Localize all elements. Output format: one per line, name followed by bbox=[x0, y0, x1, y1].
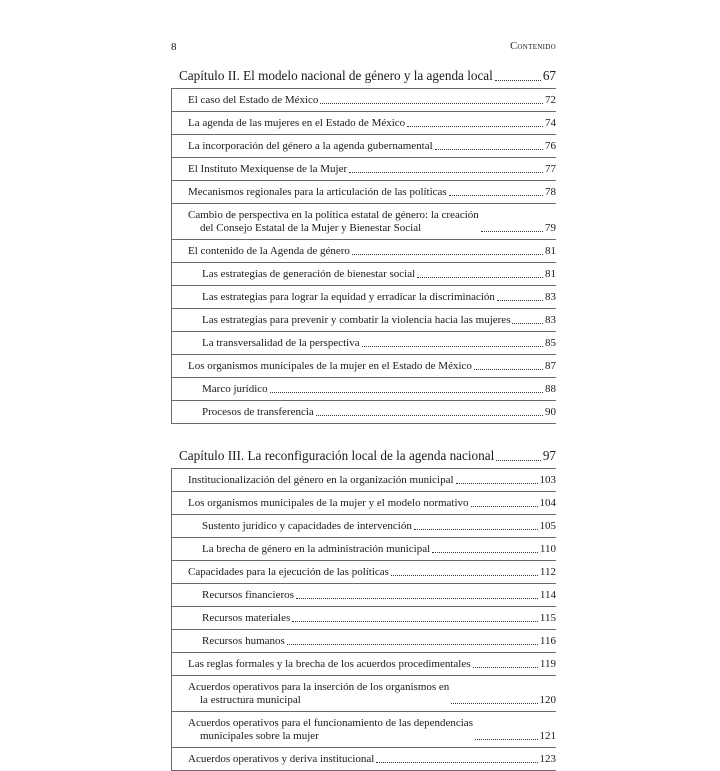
entry-page: 81 bbox=[545, 268, 556, 280]
toc-entry[interactable] bbox=[172, 607, 556, 630]
toc-entries bbox=[171, 89, 556, 424]
dot-leader bbox=[292, 621, 538, 622]
entry-title: Los organismos municipales de la mujer y el modelo normativo bbox=[188, 497, 469, 509]
entry-page: 120 bbox=[539, 694, 556, 706]
dot-leader bbox=[474, 369, 543, 370]
dot-leader bbox=[435, 149, 543, 150]
entry-title: Las estrategias para prevenir y combatir la violencia hacia las mujeres bbox=[202, 314, 511, 326]
running-head: Contenido bbox=[510, 41, 556, 52]
dot-leader bbox=[391, 575, 538, 576]
dot-leader bbox=[349, 172, 543, 173]
dot-leader bbox=[456, 483, 538, 484]
toc-entry[interactable] bbox=[172, 181, 556, 204]
entry-title: La agenda de las mujeres en el Estado de México bbox=[188, 117, 406, 129]
entry-title: Recursos humanos bbox=[202, 635, 285, 647]
toc-entry[interactable] bbox=[172, 378, 556, 401]
entry-page: 81 bbox=[545, 245, 556, 257]
toc-entry[interactable] bbox=[172, 112, 556, 135]
toc-entry[interactable] bbox=[172, 309, 556, 332]
entry-page: 105 bbox=[539, 520, 556, 532]
entry-title: Capacidades para la ejecución de las políticas bbox=[188, 566, 389, 578]
toc-entry[interactable] bbox=[172, 89, 556, 112]
toc-entry[interactable] bbox=[172, 469, 556, 492]
toc-entry[interactable] bbox=[172, 492, 556, 515]
entry-page: 116 bbox=[539, 635, 556, 647]
toc-chapter[interactable] bbox=[171, 64, 556, 89]
entry-page: 76 bbox=[545, 140, 556, 152]
entry-title: El contenido de la Agenda de género bbox=[188, 245, 350, 257]
dot-leader bbox=[475, 739, 538, 740]
entry-title-line1: Acuerdos operativos para la inserción de los organismos en bbox=[188, 681, 450, 693]
dot-leader bbox=[496, 460, 541, 461]
dot-leader bbox=[481, 231, 543, 232]
entry-title: El Instituto Mexiquense de la Mujer bbox=[188, 163, 348, 175]
page-number: 8 bbox=[171, 41, 177, 53]
toc-entry[interactable] bbox=[172, 515, 556, 538]
chapter-title: Capítulo III. La reconfiguración local de la agenda nacional bbox=[179, 448, 495, 463]
dot-leader bbox=[449, 195, 543, 196]
entry-title: Las estrategias de generación de bienestar social bbox=[202, 268, 416, 280]
toc-entry[interactable] bbox=[172, 135, 556, 158]
dot-leader bbox=[471, 506, 538, 507]
dot-leader bbox=[414, 529, 538, 530]
chapter-gap bbox=[171, 424, 556, 444]
dot-leader bbox=[417, 277, 543, 278]
dot-leader bbox=[362, 346, 543, 347]
toc-entries bbox=[171, 469, 556, 771]
entry-title: Las estrategias para lograr la equidad y erradicar la discriminación bbox=[202, 291, 495, 303]
entry-title bbox=[188, 681, 449, 707]
entry-title: Recursos financieros bbox=[202, 589, 294, 601]
entry-title: La brecha de género en la administración municipal bbox=[202, 543, 431, 555]
entry-title: El caso del Estado de México bbox=[188, 94, 319, 106]
entry-page: 119 bbox=[539, 658, 556, 670]
chapter-page: 67 bbox=[542, 68, 556, 83]
dot-leader bbox=[451, 703, 537, 704]
dot-leader bbox=[270, 392, 543, 393]
page-header bbox=[171, 41, 556, 55]
entry-title: Las reglas formales y la brecha de los acuerdos procedimentales bbox=[188, 658, 471, 670]
entry-title: Marco jurídico bbox=[202, 383, 268, 395]
entry-page: 77 bbox=[545, 163, 556, 175]
dot-leader bbox=[352, 254, 543, 255]
entry-title bbox=[188, 717, 473, 743]
chapter-page: 97 bbox=[542, 448, 556, 463]
entry-page: 87 bbox=[545, 360, 556, 372]
entry-page: 112 bbox=[539, 566, 556, 578]
entry-title: Sustento jurídico y capacidades de intervención bbox=[202, 520, 412, 532]
dot-leader bbox=[497, 300, 543, 301]
toc-entry[interactable] bbox=[172, 584, 556, 607]
entry-title bbox=[188, 209, 479, 235]
entry-title: Recursos materiales bbox=[202, 612, 291, 624]
entry-page: 85 bbox=[545, 337, 556, 349]
entry-page: 123 bbox=[539, 753, 556, 765]
toc-entry[interactable] bbox=[172, 158, 556, 181]
toc-entry[interactable] bbox=[172, 653, 556, 676]
entry-title-line1: Acuerdos operativos para el funcionamiento de las dependencias bbox=[188, 717, 473, 729]
entry-page: 104 bbox=[539, 497, 556, 509]
dot-leader bbox=[407, 126, 543, 127]
entry-title-line2: municipales sobre la mujer bbox=[200, 730, 319, 742]
dot-leader bbox=[316, 415, 543, 416]
toc-entry[interactable] bbox=[172, 401, 556, 424]
dot-leader bbox=[376, 762, 537, 763]
entry-title-line1: Cambio de perspectiva en la política estatal de género: la creación bbox=[188, 209, 479, 221]
dot-leader bbox=[432, 552, 538, 553]
entry-page: 83 bbox=[545, 291, 556, 303]
toc-entry[interactable] bbox=[172, 561, 556, 584]
entry-page: 103 bbox=[539, 474, 556, 486]
toc-entry[interactable] bbox=[172, 748, 556, 771]
toc-entry[interactable] bbox=[172, 286, 556, 309]
table-of-contents bbox=[171, 64, 556, 771]
entry-title: Los organismos municipales de la mujer en el Estado de México bbox=[188, 360, 472, 372]
toc-chapter[interactable] bbox=[171, 444, 556, 469]
toc-entry[interactable] bbox=[172, 332, 556, 355]
entry-page: 114 bbox=[539, 589, 556, 601]
entry-title: Mecanismos regionales para la articulación de las políticas bbox=[188, 186, 447, 198]
dot-leader bbox=[512, 323, 543, 324]
entry-title: La transversalidad de la perspectiva bbox=[202, 337, 360, 349]
toc-entry[interactable] bbox=[172, 676, 556, 712]
entry-title: La incorporación del género a la agenda gubernamental bbox=[188, 140, 433, 152]
entry-page: 121 bbox=[539, 730, 556, 742]
entry-title: Acuerdos operativos y deriva institucional bbox=[188, 753, 375, 765]
entry-page: 74 bbox=[545, 117, 556, 129]
toc-entry[interactable] bbox=[172, 263, 556, 286]
toc-entry[interactable] bbox=[172, 204, 556, 240]
entry-title: Procesos de transferencia bbox=[202, 406, 314, 418]
entry-page: 90 bbox=[545, 406, 556, 418]
toc-entry[interactable] bbox=[172, 630, 556, 653]
toc-entry[interactable] bbox=[172, 240, 556, 263]
entry-page: 72 bbox=[545, 94, 556, 106]
entry-title-line2: la estructura municipal bbox=[200, 694, 301, 706]
toc-entry[interactable] bbox=[172, 538, 556, 561]
entry-page: 78 bbox=[545, 186, 556, 198]
dot-leader bbox=[287, 644, 538, 645]
chapter-title: Capítulo II. El modelo nacional de género y la agenda local bbox=[179, 68, 493, 83]
toc-entry[interactable] bbox=[172, 712, 556, 748]
toc-entry[interactable] bbox=[172, 355, 556, 378]
dot-leader bbox=[473, 667, 538, 668]
entry-title: Institucionalización del género en la organización municipal bbox=[188, 474, 454, 486]
entry-page: 83 bbox=[545, 314, 556, 326]
entry-title-line2: del Consejo Estatal de la Mujer y Bienestar Social bbox=[200, 222, 422, 234]
entry-page: 88 bbox=[545, 383, 556, 395]
entry-page: 79 bbox=[545, 222, 556, 234]
dot-leader bbox=[320, 103, 543, 104]
entry-page: 110 bbox=[539, 543, 556, 555]
entry-page: 115 bbox=[539, 612, 556, 624]
dot-leader bbox=[495, 80, 541, 81]
dot-leader bbox=[296, 598, 538, 599]
